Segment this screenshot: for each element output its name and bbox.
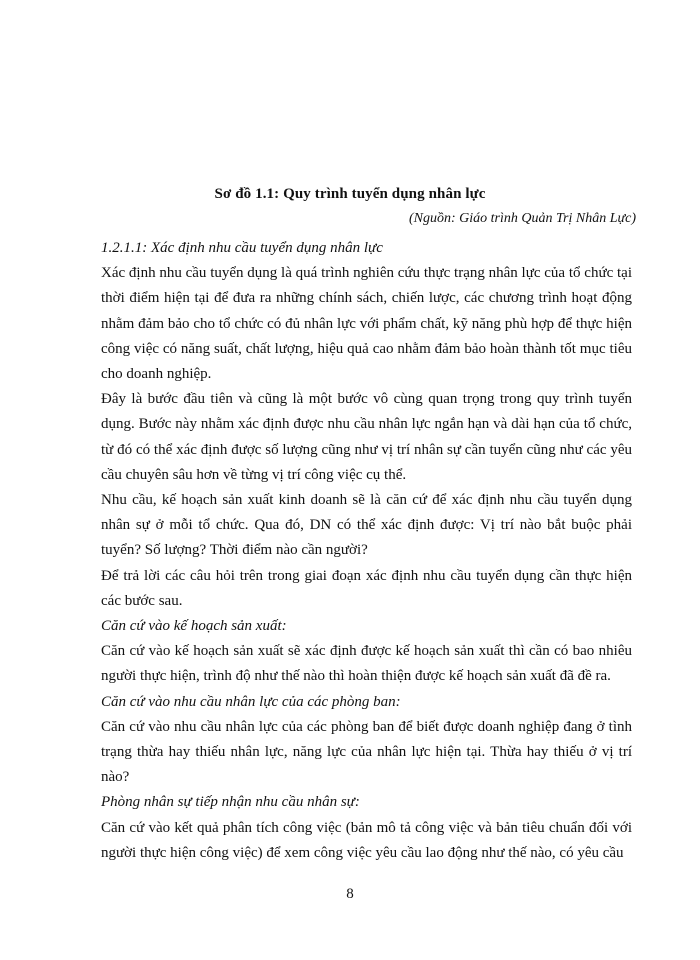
figure-source: (Nguồn: Giáo trình Quản Trị Nhân Lực): [409, 211, 636, 226]
paragraph: Để trả lời các câu hỏi trên trong giai đoạn xác định nhu cầu tuyển dụng cần thực hiện các bước sau.: [101, 567, 632, 609]
paragraph: Căn cứ vào kết quả phân tích công việc (bản mô tả công việc và bản tiêu chuẩn đối với người thực hiện công việc) để xem công việc yêu cầu lao động như thế nào, có yêu cầu: [101, 819, 632, 861]
body-text: [101, 236, 632, 866]
paragraph: Xác định nhu cầu tuyển dụng là quá trình nghiên cứu thực trạng nhân lực của tổ chức tại thời điểm hiện tại để đưa ra những chính sách, chiến lược, các chương trình hoạt động nhằm đảm bảo cho tổ chức có đủ nhân lực với phẩm chất, kỹ năng phù hợp để thực hiện công việc có năng suất, chất lượng, hiệu quả cao nhằm đảm bảo hoàn thành tốt mục tiêu cho doanh nghiệp.: [101, 265, 632, 383]
figure-caption: Sơ đồ 1.1: Quy trình tuyển dụng nhân lực: [214, 186, 486, 202]
paragraph: Đây là bước đầu tiên và cũng là một bước vô cùng quan trọng trong quy trình tuyển dụng. Bước này nhằm xác định được nhu cầu nhân lực ngắn hạn và dài hạn của tổ chức, từ đó có thể xác định được số lượng cũng như vị trí nhân sự cần tuyển cũng như các yêu cầu chuyên sâu hơn về từng vị trí công việc cụ thể.: [101, 391, 632, 483]
page-number: 8: [346, 886, 354, 902]
paragraph: Nhu cầu, kế hoạch sản xuất kinh doanh sẽ là căn cứ để xác định nhu cầu tuyển dụng nhân sự ở mỗi tổ chức. Qua đó, DN có thể xác định được: Vị trí nào bắt buộc phải tuyển? Số lượng? Thời điểm nào cần người?: [101, 492, 632, 559]
paragraph: Căn cứ vào kế hoạch sản xuất sẽ xác định được kế hoạch sản xuất thì cần có bao nhiêu người thực hiện, trình độ như thế nào thì hoàn thiện được kế hoạch sản xuất đã đề ra.: [101, 643, 632, 685]
subsection-heading: Căn cứ vào kế hoạch sản xuất:: [101, 618, 287, 635]
section-heading: 1.2.1.1: Xác định nhu cầu tuyển dụng nhân lực: [101, 240, 383, 256]
subsection-heading: Phòng nhân sự tiếp nhận nhu cầu nhân sự:: [101, 794, 360, 811]
subsection-heading: Căn cứ vào nhu cầu nhân lực của các phòng ban:: [101, 693, 401, 710]
paragraph: Căn cứ vào nhu cầu nhân lực của các phòng ban để biết được doanh nghiệp đang ở tình trạng thừa hay thiếu nhân lực, năng lực của nhân lực hiện tại. Thừa hay thiếu ở vị trí nào?: [101, 718, 632, 786]
